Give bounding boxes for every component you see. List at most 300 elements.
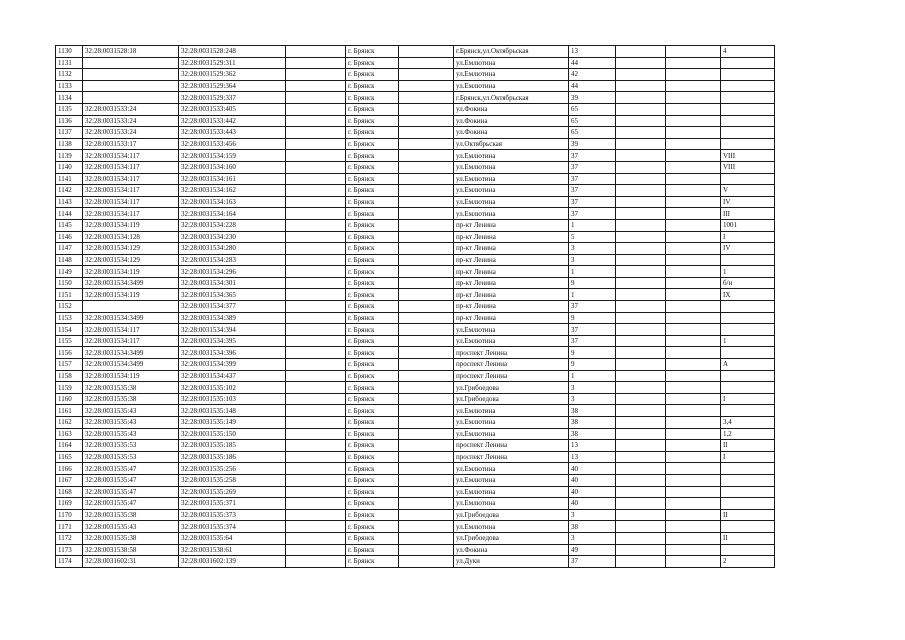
- parcel-cadastral-cell: 32:28:0031534:129: [83, 254, 179, 266]
- blank-cell-d: [666, 509, 721, 521]
- blank-cell-a: [286, 370, 346, 382]
- parcel-cadastral-cell: 32:28:0031535:53: [83, 440, 179, 452]
- blank-cell-a: [286, 266, 346, 278]
- city-cell: г. Брянск: [346, 69, 399, 81]
- blank-cell-d: [666, 277, 721, 289]
- blank-cell-d: [666, 463, 721, 475]
- blank-cell-a: [286, 498, 346, 510]
- blank-cell-a: [286, 324, 346, 336]
- city-cell: г. Брянск: [346, 451, 399, 463]
- blank-cell-d: [666, 173, 721, 185]
- blank-cell-c: [616, 231, 666, 243]
- house-number-cell: 1: [569, 266, 616, 278]
- parcel-cadastral-cell: 32:28:0031534:129: [83, 243, 179, 255]
- row-number-cell: 1172: [56, 532, 83, 544]
- street-cell: ул.Емлютина: [454, 185, 569, 197]
- blank-cell-c: [616, 405, 666, 417]
- city-cell: г. Брянск: [346, 544, 399, 556]
- blank-cell-a: [286, 231, 346, 243]
- table-row: [56, 417, 775, 429]
- city-cell: г. Брянск: [346, 486, 399, 498]
- premises-number-cell: [721, 324, 775, 336]
- parcel-cadastral-cell: 32:28:0031535:47: [83, 463, 179, 475]
- street-cell: проспект Ленина: [454, 347, 569, 359]
- blank-cell-b: [399, 405, 454, 417]
- house-number-cell: 1: [569, 289, 616, 301]
- blank-cell-d: [666, 347, 721, 359]
- object-cadastral-cell: 32:28:0031535:256: [179, 463, 286, 475]
- premises-number-cell: [721, 498, 775, 510]
- parcel-cadastral-cell: 32:28:0031535:38: [83, 532, 179, 544]
- blank-cell-a: [286, 556, 346, 568]
- premises-number-cell: [721, 474, 775, 486]
- city-cell: г. Брянск: [346, 103, 399, 115]
- row-number-cell: 1145: [56, 219, 83, 231]
- table-row: [56, 440, 775, 452]
- premises-number-cell: IV: [721, 196, 775, 208]
- blank-cell-d: [666, 254, 721, 266]
- row-number-cell: 1143: [56, 196, 83, 208]
- premises-number-cell: I: [721, 393, 775, 405]
- house-number-cell: 37: [569, 150, 616, 162]
- premises-number-cell: [721, 486, 775, 498]
- blank-cell-d: [666, 115, 721, 127]
- table-row: [56, 57, 775, 69]
- blank-cell-d: [666, 266, 721, 278]
- house-number-cell: 13: [569, 451, 616, 463]
- house-number-cell: 37: [569, 208, 616, 220]
- blank-cell-c: [616, 57, 666, 69]
- blank-cell-d: [666, 532, 721, 544]
- blank-cell-a: [286, 92, 346, 104]
- house-number-cell: 40: [569, 474, 616, 486]
- row-number-cell: 1136: [56, 115, 83, 127]
- row-number-cell: 1152: [56, 301, 83, 313]
- blank-cell-a: [286, 405, 346, 417]
- row-number-cell: 1132: [56, 69, 83, 81]
- blank-cell-d: [666, 521, 721, 533]
- blank-cell-d: [666, 103, 721, 115]
- house-number-cell: 9: [569, 277, 616, 289]
- street-cell: проспект Ленина: [454, 359, 569, 371]
- blank-cell-c: [616, 382, 666, 394]
- house-number-cell: 38: [569, 428, 616, 440]
- premises-number-cell: VIII: [721, 161, 775, 173]
- city-cell: г. Брянск: [346, 405, 399, 417]
- blank-cell-b: [399, 393, 454, 405]
- house-number-cell: 37: [569, 173, 616, 185]
- table-row: [56, 289, 775, 301]
- parcel-cadastral-cell: 32:28:0031534:117: [83, 150, 179, 162]
- street-cell: пр-кт Ленина: [454, 289, 569, 301]
- city-cell: г. Брянск: [346, 463, 399, 475]
- house-number-cell: 1: [569, 219, 616, 231]
- table-row: [56, 219, 775, 231]
- city-cell: г. Брянск: [346, 521, 399, 533]
- blank-cell-c: [616, 417, 666, 429]
- premises-number-cell: IX: [721, 289, 775, 301]
- blank-cell-d: [666, 231, 721, 243]
- house-number-cell: 38: [569, 521, 616, 533]
- blank-cell-d: [666, 370, 721, 382]
- blank-cell-c: [616, 486, 666, 498]
- row-number-cell: 1160: [56, 393, 83, 405]
- blank-cell-c: [616, 115, 666, 127]
- blank-cell-c: [616, 521, 666, 533]
- blank-cell-d: [666, 359, 721, 371]
- blank-cell-a: [286, 382, 346, 394]
- city-cell: г. Брянск: [346, 382, 399, 394]
- premises-number-cell: 1001: [721, 219, 775, 231]
- blank-cell-c: [616, 301, 666, 313]
- blank-cell-a: [286, 509, 346, 521]
- table-row: [56, 80, 775, 92]
- blank-cell-d: [666, 335, 721, 347]
- blank-cell-a: [286, 312, 346, 324]
- premises-number-cell: А: [721, 359, 775, 371]
- blank-cell-c: [616, 138, 666, 150]
- house-number-cell: 1: [569, 370, 616, 382]
- blank-cell-b: [399, 451, 454, 463]
- street-cell: ул.Емлютина: [454, 335, 569, 347]
- blank-cell-d: [666, 150, 721, 162]
- row-number-cell: 1141: [56, 173, 83, 185]
- blank-cell-d: [666, 161, 721, 173]
- house-number-cell: 44: [569, 80, 616, 92]
- blank-cell-b: [399, 46, 454, 58]
- parcel-cadastral-cell: 32:28:0031534:117: [83, 173, 179, 185]
- blank-cell-b: [399, 80, 454, 92]
- street-cell: ул.Грибоедова: [454, 532, 569, 544]
- table-row: [56, 335, 775, 347]
- street-cell: ул.Емлютина: [454, 69, 569, 81]
- object-cadastral-cell: 32:28:0031535:103: [179, 393, 286, 405]
- street-cell: ул.Грибоедова: [454, 509, 569, 521]
- street-cell: пр-кт Ленина: [454, 219, 569, 231]
- object-cadastral-cell: 32:28:0031534:394: [179, 324, 286, 336]
- parcel-cadastral-cell: 32:28:0031535:43: [83, 405, 179, 417]
- table-row: [56, 243, 775, 255]
- street-cell: ул.Емлютина: [454, 80, 569, 92]
- premises-number-cell: [721, 69, 775, 81]
- blank-cell-a: [286, 219, 346, 231]
- object-cadastral-cell: 32:28:0031534:163: [179, 196, 286, 208]
- table-row: [56, 509, 775, 521]
- parcel-cadastral-cell: 32:28:0031534:119: [83, 219, 179, 231]
- city-cell: г. Брянск: [346, 196, 399, 208]
- object-cadastral-cell: 32:28:0031534:399: [179, 359, 286, 371]
- parcel-cadastral-cell: 32:28:0031533:24: [83, 103, 179, 115]
- house-number-cell: 42: [569, 69, 616, 81]
- blank-cell-a: [286, 138, 346, 150]
- premises-number-cell: 1: [721, 266, 775, 278]
- house-number-cell: 9: [569, 359, 616, 371]
- blank-cell-d: [666, 289, 721, 301]
- blank-cell-a: [286, 46, 346, 58]
- blank-cell-c: [616, 69, 666, 81]
- blank-cell-a: [286, 544, 346, 556]
- blank-cell-c: [616, 266, 666, 278]
- row-number-cell: 1167: [56, 474, 83, 486]
- row-number-cell: 1163: [56, 428, 83, 440]
- table-row: [56, 150, 775, 162]
- row-number-cell: 1142: [56, 185, 83, 197]
- house-number-cell: 40: [569, 463, 616, 475]
- object-cadastral-cell: 32:28:0031534:160: [179, 161, 286, 173]
- blank-cell-b: [399, 312, 454, 324]
- parcel-cadastral-cell: 32:28:0031535:43: [83, 417, 179, 429]
- blank-cell-c: [616, 359, 666, 371]
- blank-cell-b: [399, 370, 454, 382]
- parcel-cadastral-cell: 32:28:0031528:18: [83, 46, 179, 58]
- house-number-cell: 9: [569, 312, 616, 324]
- house-number-cell: 38: [569, 417, 616, 429]
- parcel-cadastral-cell: 32:28:0031535:38: [83, 509, 179, 521]
- blank-cell-b: [399, 161, 454, 173]
- blank-cell-d: [666, 405, 721, 417]
- object-cadastral-cell: 32:28:0031533:456: [179, 138, 286, 150]
- blank-cell-c: [616, 428, 666, 440]
- blank-cell-a: [286, 208, 346, 220]
- premises-number-cell: [721, 92, 775, 104]
- blank-cell-d: [666, 138, 721, 150]
- blank-cell-d: [666, 208, 721, 220]
- blank-cell-b: [399, 219, 454, 231]
- row-number-cell: 1135: [56, 103, 83, 115]
- blank-cell-d: [666, 185, 721, 197]
- row-number-cell: 1134: [56, 92, 83, 104]
- parcel-cadastral-cell: 32:28:0031534:119: [83, 289, 179, 301]
- street-cell: ул.Грибоедова: [454, 393, 569, 405]
- blank-cell-c: [616, 335, 666, 347]
- street-cell: ул.Емлютина: [454, 498, 569, 510]
- blank-cell-a: [286, 335, 346, 347]
- city-cell: г. Брянск: [346, 393, 399, 405]
- object-cadastral-cell: 32:28:0031533:405: [179, 103, 286, 115]
- blank-cell-c: [616, 393, 666, 405]
- object-cadastral-cell: 32:28:0031528:248: [179, 46, 286, 58]
- object-cadastral-cell: 32:28:0031534:395: [179, 335, 286, 347]
- object-cadastral-cell: 32:28:0031602:139: [179, 556, 286, 568]
- blank-cell-b: [399, 347, 454, 359]
- street-cell: ул.Дуки: [454, 556, 569, 568]
- object-cadastral-cell: 32:28:0031534:389: [179, 312, 286, 324]
- parcel-cadastral-cell: 32:28:0031533:24: [83, 127, 179, 139]
- premises-number-cell: [721, 173, 775, 185]
- house-number-cell: 37: [569, 185, 616, 197]
- house-number-cell: 37: [569, 556, 616, 568]
- premises-number-cell: [721, 115, 775, 127]
- premises-number-cell: [721, 347, 775, 359]
- object-cadastral-cell: 32:28:0031538:61: [179, 544, 286, 556]
- table-row: [56, 382, 775, 394]
- street-cell: ул.Емлютина: [454, 405, 569, 417]
- blank-cell-c: [616, 312, 666, 324]
- premises-number-cell: [721, 370, 775, 382]
- table-row: [56, 231, 775, 243]
- house-number-cell: 5: [569, 231, 616, 243]
- object-cadastral-cell: 32:28:0031529:337: [179, 92, 286, 104]
- city-cell: г. Брянск: [346, 185, 399, 197]
- street-cell: пр-кт Ленина: [454, 231, 569, 243]
- blank-cell-a: [286, 254, 346, 266]
- table-row: [56, 161, 775, 173]
- table-row: [56, 463, 775, 475]
- street-cell: пр-кт Ленина: [454, 301, 569, 313]
- parcel-cadastral-cell: 32:28:0031535:43: [83, 428, 179, 440]
- city-cell: г. Брянск: [346, 440, 399, 452]
- blank-cell-b: [399, 440, 454, 452]
- street-cell: ул.Фокина: [454, 127, 569, 139]
- premises-number-cell: [721, 521, 775, 533]
- street-cell: пр-кт Ленина: [454, 254, 569, 266]
- table-row: [56, 312, 775, 324]
- parcel-cadastral-cell: 32:28:0031534:119: [83, 266, 179, 278]
- street-cell: ул.Емлютина: [454, 463, 569, 475]
- blank-cell-b: [399, 532, 454, 544]
- blank-cell-c: [616, 185, 666, 197]
- parcel-cadastral-cell: [83, 80, 179, 92]
- premises-number-cell: 1,2: [721, 428, 775, 440]
- blank-cell-b: [399, 324, 454, 336]
- blank-cell-c: [616, 243, 666, 255]
- street-cell: ул.Фокина: [454, 103, 569, 115]
- object-cadastral-cell: 32:28:0031534:230: [179, 231, 286, 243]
- blank-cell-a: [286, 103, 346, 115]
- city-cell: г. Брянск: [346, 219, 399, 231]
- blank-cell-b: [399, 266, 454, 278]
- city-cell: г. Брянск: [346, 509, 399, 521]
- object-cadastral-cell: 32:28:0031529:311: [179, 57, 286, 69]
- blank-cell-d: [666, 69, 721, 81]
- house-number-cell: 37: [569, 324, 616, 336]
- table-row: [56, 69, 775, 81]
- blank-cell-c: [616, 196, 666, 208]
- table-row: [56, 532, 775, 544]
- object-cadastral-cell: 32:28:0031534:162: [179, 185, 286, 197]
- house-number-cell: 65: [569, 103, 616, 115]
- object-cadastral-cell: 32:28:0031534:437: [179, 370, 286, 382]
- house-number-cell: 13: [569, 46, 616, 58]
- parcel-cadastral-cell: 32:28:0031535:43: [83, 521, 179, 533]
- blank-cell-a: [286, 289, 346, 301]
- city-cell: г. Брянск: [346, 474, 399, 486]
- street-cell: пр-кт Ленина: [454, 243, 569, 255]
- row-number-cell: 1137: [56, 127, 83, 139]
- table-row: [56, 428, 775, 440]
- street-cell: ул.Грибоедова: [454, 382, 569, 394]
- blank-cell-d: [666, 80, 721, 92]
- blank-cell-d: [666, 382, 721, 394]
- object-cadastral-cell: 32:28:0031534:377: [179, 301, 286, 313]
- table-row: [56, 103, 775, 115]
- row-number-cell: 1169: [56, 498, 83, 510]
- object-cadastral-cell: 32:28:0031535:269: [179, 486, 286, 498]
- table-row: [56, 405, 775, 417]
- row-number-cell: 1149: [56, 266, 83, 278]
- row-number-cell: 1154: [56, 324, 83, 336]
- premises-number-cell: IV: [721, 243, 775, 255]
- table-row: [56, 196, 775, 208]
- blank-cell-b: [399, 417, 454, 429]
- blank-cell-c: [616, 289, 666, 301]
- blank-cell-b: [399, 509, 454, 521]
- row-number-cell: 1151: [56, 289, 83, 301]
- table-row: [56, 451, 775, 463]
- premises-number-cell: II: [721, 532, 775, 544]
- table-row: [56, 393, 775, 405]
- house-number-cell: 39: [569, 92, 616, 104]
- register-rows: [56, 46, 775, 568]
- table-row: [56, 254, 775, 266]
- blank-cell-b: [399, 301, 454, 313]
- parcel-cadastral-cell: 32:28:0031534:3499: [83, 312, 179, 324]
- table-row: [56, 556, 775, 568]
- table-row: [56, 127, 775, 139]
- row-number-cell: 1133: [56, 80, 83, 92]
- blank-cell-d: [666, 312, 721, 324]
- house-number-cell: 9: [569, 347, 616, 359]
- premises-number-cell: [721, 127, 775, 139]
- house-number-cell: 39: [569, 138, 616, 150]
- street-cell: пр-кт Ленина: [454, 312, 569, 324]
- blank-cell-d: [666, 46, 721, 58]
- street-cell: ул.Емлютина: [454, 161, 569, 173]
- blank-cell-c: [616, 440, 666, 452]
- blank-cell-b: [399, 382, 454, 394]
- parcel-cadastral-cell: [83, 301, 179, 313]
- blank-cell-a: [286, 532, 346, 544]
- object-cadastral-cell: 32:28:0031529:364: [179, 80, 286, 92]
- blank-cell-c: [616, 92, 666, 104]
- blank-cell-d: [666, 451, 721, 463]
- city-cell: г. Брянск: [346, 92, 399, 104]
- city-cell: г. Брянск: [346, 289, 399, 301]
- blank-cell-c: [616, 556, 666, 568]
- parcel-cadastral-cell: 32:28:0031535:47: [83, 486, 179, 498]
- blank-cell-a: [286, 185, 346, 197]
- object-cadastral-cell: 32:28:0031534:228: [179, 219, 286, 231]
- parcel-cadastral-cell: 32:28:0031534:117: [83, 161, 179, 173]
- blank-cell-c: [616, 474, 666, 486]
- blank-cell-d: [666, 498, 721, 510]
- blank-cell-a: [286, 451, 346, 463]
- table-row: [56, 115, 775, 127]
- blank-cell-d: [666, 417, 721, 429]
- blank-cell-a: [286, 428, 346, 440]
- parcel-cadastral-cell: 32:28:0031535:38: [83, 382, 179, 394]
- blank-cell-c: [616, 219, 666, 231]
- city-cell: г. Брянск: [346, 312, 399, 324]
- blank-cell-d: [666, 393, 721, 405]
- blank-cell-c: [616, 103, 666, 115]
- premises-number-cell: II: [721, 440, 775, 452]
- blank-cell-c: [616, 532, 666, 544]
- blank-cell-a: [286, 161, 346, 173]
- blank-cell-d: [666, 428, 721, 440]
- city-cell: г. Брянск: [346, 57, 399, 69]
- blank-cell-c: [616, 173, 666, 185]
- object-cadastral-cell: 32:28:0031533:442: [179, 115, 286, 127]
- blank-cell-d: [666, 219, 721, 231]
- row-number-cell: 1155: [56, 335, 83, 347]
- object-cadastral-cell: 32:28:0031535:148: [179, 405, 286, 417]
- table-row: [56, 544, 775, 556]
- register-sheet: [55, 45, 775, 568]
- blank-cell-b: [399, 208, 454, 220]
- premises-number-cell: б/н: [721, 277, 775, 289]
- parcel-cadastral-cell: [83, 69, 179, 81]
